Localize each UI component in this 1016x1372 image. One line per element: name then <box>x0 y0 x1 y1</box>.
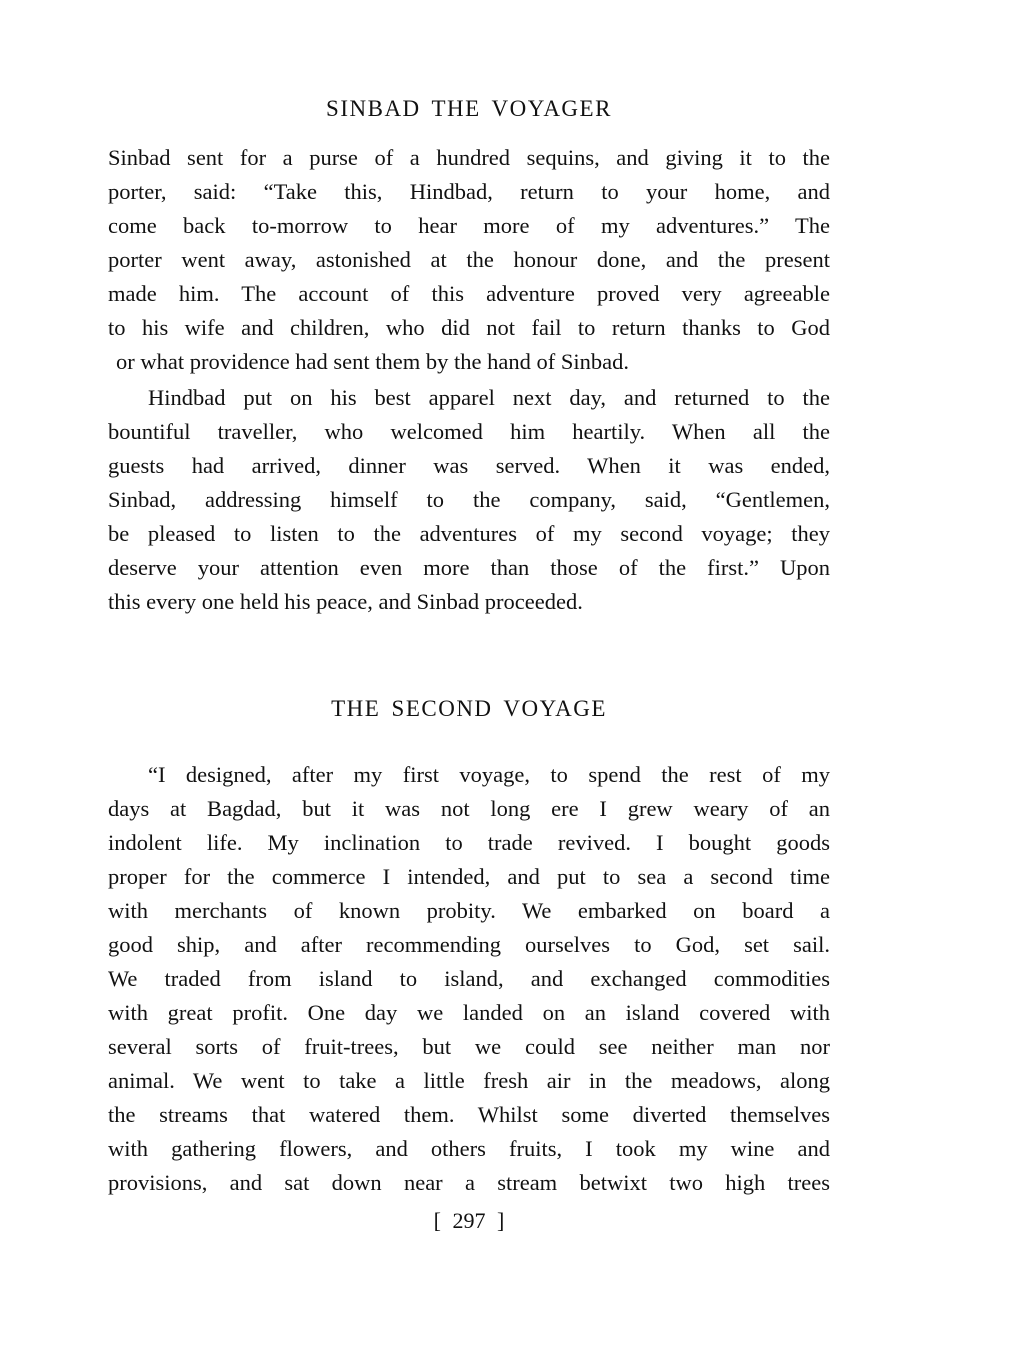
text-line: proper for the commerce I intended, and put to sea a second time <box>108 864 830 889</box>
text-line: this every one held his peace, and Sinbad proceeded. <box>108 589 583 614</box>
text-line: porter went away, astonished at the honour done, and the present <box>108 247 830 272</box>
text-line: Hindbad put on his best apparel next day, and returned to the <box>148 385 830 410</box>
text-line: animal. We went to take a little fresh air in the meadows, along <box>108 1068 830 1093</box>
text-line: porter, said: “Take this, Hindbad, return to your home, and <box>108 179 830 204</box>
text-line: the streams that watered them. Whilst some diverted themselves <box>108 1102 830 1127</box>
running-head: SINBAD THE VOYAGER <box>326 96 612 121</box>
text-line: provisions, and sat down near a stream betwixt two high trees <box>108 1170 830 1195</box>
text-line: made him. The account of this adventure proved very agreeable <box>108 281 830 306</box>
paragraph-intro <box>108 141 830 379</box>
paragraph-hindbad-returns <box>108 381 830 619</box>
text-line: days at Bagdad, but it was not long ere I grew weary of an <box>108 796 830 821</box>
text-line: Sinbad, addressing himself to the company, said, “Gentlemen, <box>108 487 830 512</box>
text-line: good ship, and after recommending ourselves to God, set sail. <box>108 932 830 957</box>
text-line: to his wife and children, who did not fail to return thanks to God <box>108 315 830 340</box>
text-line: with gathering flowers, and others fruits, I took my wine and <box>108 1136 830 1161</box>
text-line: We traded from island to island, and exchanged commodities <box>108 966 830 991</box>
section-title: THE SECOND VOYAGE <box>331 696 607 721</box>
text-line: come back to-morrow to hear more of my adventures.” The <box>108 213 830 238</box>
paragraph-second-voyage <box>108 758 830 1200</box>
text-line: “I designed, after my first voyage, to spend the rest of my <box>148 762 830 787</box>
text-line: with great profit. One day we landed on an island covered with <box>108 1000 830 1025</box>
text-line: or what providence had sent them by the hand of Sinbad. <box>116 349 629 374</box>
text-line: several sorts of fruit-trees, but we could see neither man nor <box>108 1034 830 1059</box>
text-line: with merchants of known probity. We embarked on board a <box>108 898 830 923</box>
page-number: [ 297 ] <box>433 1208 505 1233</box>
text-line: guests had arrived, dinner was served. When it was ended, <box>108 453 830 478</box>
text-line: indolent life. My inclination to trade revived. I bought goods <box>108 830 830 855</box>
text-line: deserve your attention even more than those of the first.” Upon <box>108 555 830 580</box>
text-line: be pleased to listen to the adventures of my second voyage; they <box>108 521 830 546</box>
text-line: bountiful traveller, who welcomed him heartily. When all the <box>108 419 830 444</box>
text-line: Sinbad sent for a purse of a hundred sequins, and giving it to the <box>108 145 830 170</box>
